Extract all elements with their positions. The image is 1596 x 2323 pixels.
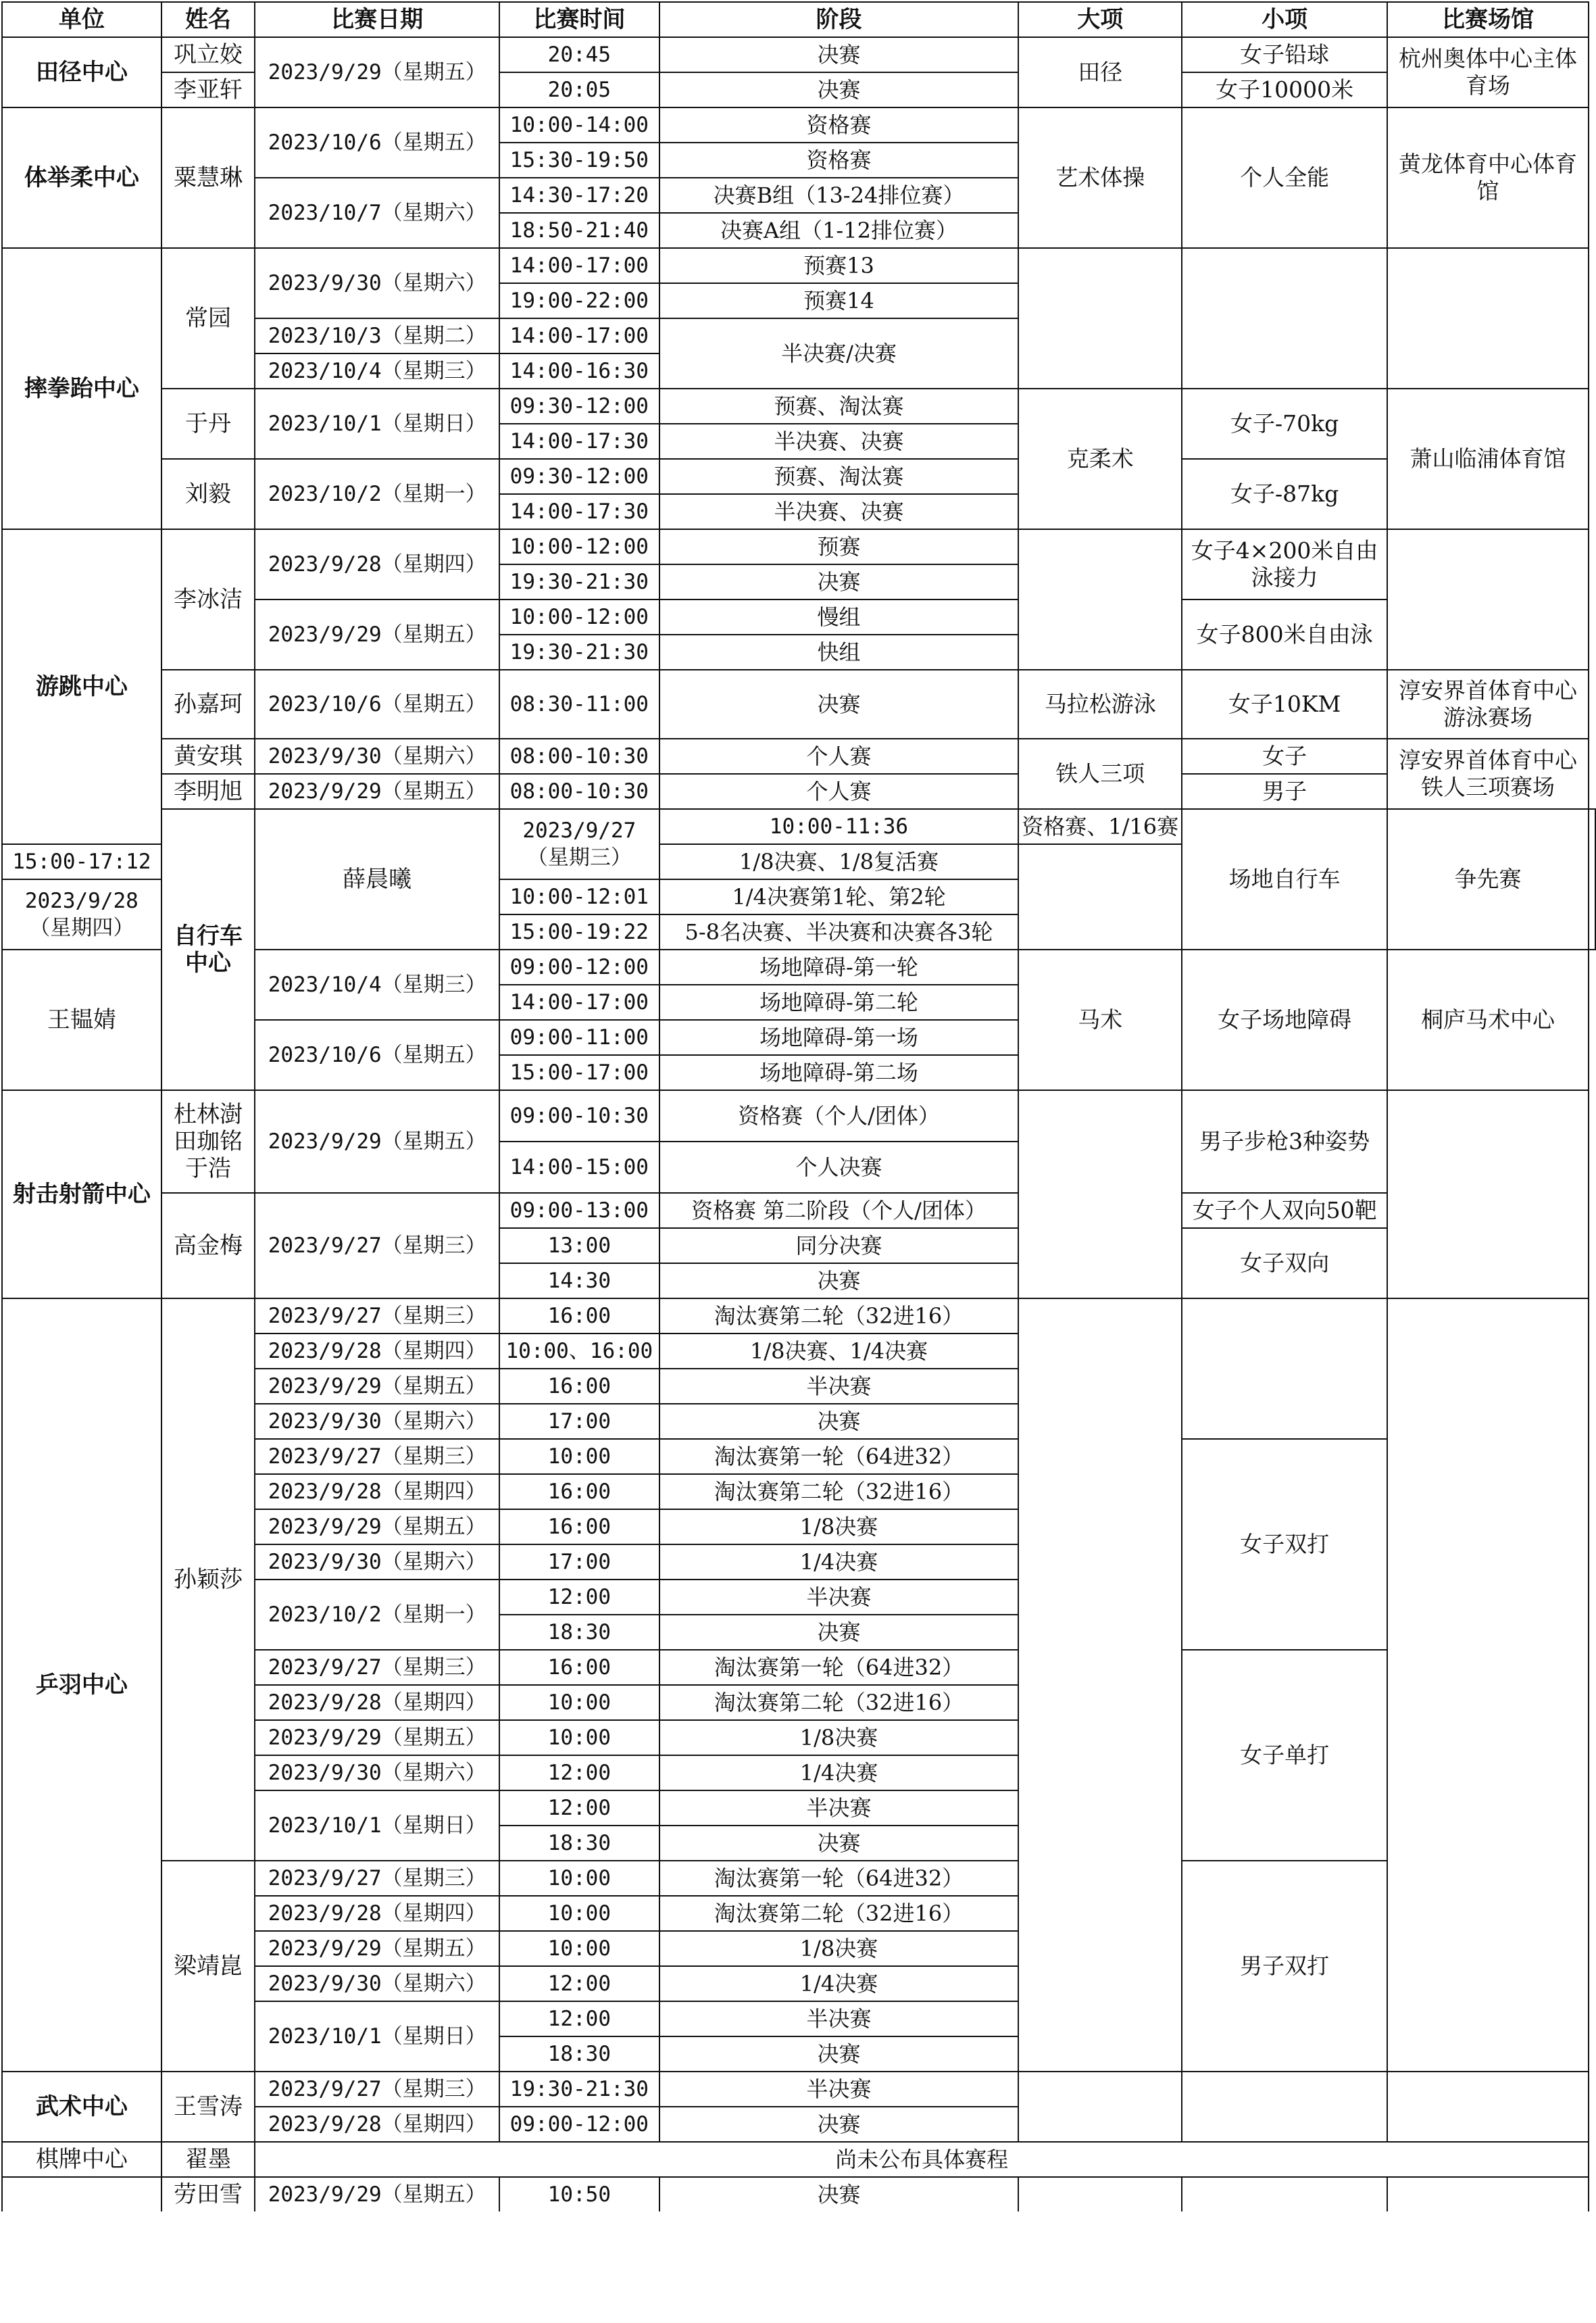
stage-cell: 预赛14 xyxy=(659,283,1019,318)
time-cell: 16:00 xyxy=(499,1369,659,1404)
time-cell: 10:00 xyxy=(499,1931,659,1966)
event-cell: 马拉松游泳 xyxy=(1018,670,1182,739)
date-cell: 2023/10/6（星期五） xyxy=(255,107,499,178)
header-event: 大项 xyxy=(1018,2,1182,37)
stage-cell: 预赛、淘汰赛 xyxy=(659,389,1019,424)
unit-cell: 田径中心 xyxy=(2,37,161,107)
time-cell: 12:00 xyxy=(499,1755,659,1790)
unit-cell xyxy=(2,2177,161,2211)
stage-cell: 场地障碍-第一场 xyxy=(659,1020,1019,1055)
unit-cell: 射击射箭中心 xyxy=(2,1090,161,1298)
date-cell: 2023/10/6（星期五） xyxy=(255,1020,499,1090)
date-cell: 2023/10/2（星期一） xyxy=(255,459,499,529)
stage-cell: 快组 xyxy=(659,635,1019,670)
date-cell: 2023/9/28（星期四） xyxy=(255,1474,499,1509)
athlete-name: 劳田雪 xyxy=(161,2177,255,2211)
stage-cell: 决赛 xyxy=(659,670,1019,739)
table-row xyxy=(2,1090,1595,1142)
time-cell: 09:00-11:00 xyxy=(499,1020,659,1055)
venue-cell: 杭州奥体中心主体育场 xyxy=(1387,37,1589,107)
stage-cell: 1/4决赛 xyxy=(659,1544,1019,1580)
time-cell: 14:00-17:30 xyxy=(499,424,659,459)
date-cell: 2023/10/2（星期一） xyxy=(255,1580,499,1650)
stage-cell: 决赛 xyxy=(659,1826,1019,1861)
stage-cell: 决赛B组（13-24排位赛） xyxy=(659,178,1019,213)
unit-cell: 乒羽中心 xyxy=(2,1298,161,2072)
date-cell: 2023/9/29（星期五） xyxy=(255,2177,499,2211)
date-cell: 2023/9/27（星期三） xyxy=(255,1861,499,1896)
time-cell: 16:00 xyxy=(499,1509,659,1544)
stage-cell: 资格赛 第二阶段（个人/团体） xyxy=(659,1193,1019,1228)
table-row xyxy=(2,459,1595,494)
event-cell xyxy=(1018,248,1182,389)
event-cell: 铁人三项 xyxy=(1018,739,1182,809)
date-cell: 2023/9/30（星期六） xyxy=(255,739,499,774)
venue-cell xyxy=(1387,1090,1589,1298)
stage-cell: 资格赛 xyxy=(659,143,1019,178)
date-cell: 2023/9/30（星期六） xyxy=(255,1404,499,1439)
athlete-name: 杜林澍 田珈铭 于浩 xyxy=(161,1090,255,1193)
time-cell: 09:00-12:00 xyxy=(499,950,659,985)
table-row xyxy=(2,389,1595,424)
time-cell: 13:00 xyxy=(499,1228,659,1263)
time-cell: 14:00-16:30 xyxy=(499,353,659,389)
date-cell: 2023/9/27（星期三） xyxy=(255,1650,499,1685)
venue-cell xyxy=(1387,2177,1589,2211)
time-cell: 12:00 xyxy=(499,1790,659,1826)
table-row xyxy=(2,248,1595,283)
stage-cell: 资格赛 xyxy=(659,107,1019,143)
subevent-cell: 女子铅球 xyxy=(1182,37,1387,72)
stage-cell: 淘汰赛第一轮（64进32） xyxy=(659,1439,1019,1474)
stage-cell: 1/8决赛 xyxy=(659,1509,1019,1544)
header-name: 姓名 xyxy=(161,2,255,37)
table-row xyxy=(2,739,1595,774)
time-cell: 10:00-12:00 xyxy=(499,529,659,564)
time-cell: 10:00、16:00 xyxy=(499,1334,659,1369)
stage-cell: 1/4决赛 xyxy=(659,1966,1019,2001)
date-cell: 2023/9/27（星期三） xyxy=(255,1193,499,1298)
stage-cell: 个人赛 xyxy=(659,739,1019,774)
stage-cell: 决赛A组（1-12排位赛） xyxy=(659,213,1019,248)
date-cell: 2023/10/1（星期日） xyxy=(255,2001,499,2072)
time-cell: 19:30-21:30 xyxy=(499,635,659,670)
time-cell: 09:00-12:00 xyxy=(499,2107,659,2142)
time-cell: 10:00 xyxy=(499,1685,659,1720)
unit-cell: 摔拳跆中心 xyxy=(2,248,161,529)
date-cell: 2023/9/30（星期六） xyxy=(255,248,499,318)
time-cell: 17:00 xyxy=(499,1544,659,1580)
athlete-name: 常园 xyxy=(161,248,255,389)
athlete-name: 薛晨曦 xyxy=(255,809,499,950)
athlete-name: 王雪涛 xyxy=(161,2072,255,2142)
date-cell: 2023/10/1（星期日） xyxy=(255,389,499,459)
event-cell xyxy=(1018,1090,1182,1298)
stage-cell: 1/8决赛 xyxy=(659,1720,1019,1755)
athlete-name: 高金梅 xyxy=(161,1193,255,1298)
time-cell: 15:00-19:22 xyxy=(499,914,659,950)
date-cell: 2023/9/30（星期六） xyxy=(255,1966,499,2001)
date-cell: 2023/9/28（星期四） xyxy=(255,2107,499,2142)
table-row xyxy=(2,774,1595,809)
date-cell: 2023/9/28（星期四） xyxy=(255,529,499,600)
stage-cell: 半决赛 xyxy=(659,1790,1019,1826)
date-cell: 2023/9/29（星期五） xyxy=(255,1720,499,1755)
time-cell: 15:30-19:50 xyxy=(499,143,659,178)
date-cell: 2023/9/29（星期五） xyxy=(255,774,499,809)
time-cell: 10:50 xyxy=(499,2177,659,2211)
stage-cell: 个人赛 xyxy=(659,774,1019,809)
date-cell: 2023/9/27（星期三） xyxy=(255,1439,499,1474)
stage-cell: 决赛 xyxy=(659,37,1019,72)
header-stage: 阶段 xyxy=(659,2,1019,37)
subevent-cell: 女子 xyxy=(1182,739,1387,774)
date-cell: 2023/9/29（星期五） xyxy=(255,600,499,670)
unit-cell: 棋牌中心 xyxy=(2,2142,161,2177)
athlete-name: 李冰洁 xyxy=(161,529,255,670)
date-cell: 2023/10/7（星期六） xyxy=(255,178,499,248)
venue-cell xyxy=(1387,529,1589,670)
time-cell: 16:00 xyxy=(499,1650,659,1685)
stage-cell: 半决赛 xyxy=(659,2001,1019,2036)
athlete-name: 翟墨 xyxy=(161,2142,255,2177)
table-row xyxy=(2,1298,1595,1334)
event-cell: 克柔术 xyxy=(1018,389,1182,529)
time-cell: 14:00-17:00 xyxy=(499,318,659,353)
header-unit: 单位 xyxy=(2,2,161,37)
unit-cell: 武术中心 xyxy=(2,2072,161,2142)
stage-cell: 淘汰赛第二轮（32进16） xyxy=(659,1298,1019,1334)
event-cell: 场地自行车 xyxy=(1182,809,1387,950)
header-date: 比赛日期 xyxy=(255,2,499,37)
time-cell: 16:00 xyxy=(499,1298,659,1334)
table-row xyxy=(2,37,1595,72)
date-cell: 2023/10/4（星期三） xyxy=(255,353,499,389)
time-cell: 19:00-22:00 xyxy=(499,283,659,318)
time-cell: 10:00-12:01 xyxy=(499,879,659,914)
subevent-cell: 个人全能 xyxy=(1182,107,1387,248)
subevent-cell: 女子4×200米自由泳接力 xyxy=(1182,529,1387,600)
header-venue: 比赛场馆 xyxy=(1387,2,1589,37)
stage-cell: 半决赛、决赛 xyxy=(659,494,1019,529)
stage-cell: 淘汰赛第二轮（32进16） xyxy=(659,1896,1019,1931)
event-cell: 艺术体操 xyxy=(1018,107,1182,248)
stage-cell: 淘汰赛第一轮（64进32） xyxy=(659,1861,1019,1896)
stage-cell: 1/8决赛、1/4决赛 xyxy=(659,1334,1019,1369)
stage-cell: 淘汰赛第二轮（32进16） xyxy=(659,1474,1019,1509)
subevent-cell: 女子10000米 xyxy=(1182,72,1387,107)
date-cell: 2023/9/27（星期三） xyxy=(255,1298,499,1334)
table-row xyxy=(2,529,1595,564)
venue-cell: 萧山临浦体育馆 xyxy=(1387,389,1589,529)
date-cell: 2023/10/1（星期日） xyxy=(255,1790,499,1861)
time-cell: 10:00-11:36 xyxy=(659,809,1019,844)
time-cell: 09:00-10:30 xyxy=(499,1090,659,1142)
time-cell: 10:00-12:00 xyxy=(499,600,659,635)
event-cell xyxy=(1018,2177,1182,2211)
time-cell: 14:00-17:00 xyxy=(499,248,659,283)
table-row xyxy=(2,670,1595,739)
time-cell: 09:30-12:00 xyxy=(499,389,659,424)
stage-cell: 场地障碍-第一轮 xyxy=(659,950,1019,985)
time-cell: 12:00 xyxy=(499,1966,659,2001)
athlete-name: 王韫婧 xyxy=(2,950,161,1090)
table-row xyxy=(2,2142,1595,2177)
stage-cell: 1/8决赛、1/8复活赛 xyxy=(659,844,1019,879)
time-cell: 18:30 xyxy=(499,2036,659,2072)
date-cell: 2023/9/28（星期四） xyxy=(255,1896,499,1931)
table-row xyxy=(2,72,1595,107)
time-cell: 10:00 xyxy=(499,1720,659,1755)
event-cell xyxy=(1018,529,1182,670)
table-row xyxy=(2,2177,1595,2211)
athlete-name: 孙嘉珂 xyxy=(161,670,255,739)
header-row xyxy=(2,2,1595,37)
stage-cell: 决赛 xyxy=(659,1263,1019,1298)
stage-cell: 决赛 xyxy=(659,72,1019,107)
date-cell: 2023/9/28（星期四） xyxy=(255,1685,499,1720)
time-cell: 14:00-17:30 xyxy=(499,494,659,529)
stage-cell: 1/4决赛第1轮、第2轮 xyxy=(659,879,1019,914)
stage-cell: 资格赛、1/16赛 xyxy=(1018,809,1182,844)
stage-cell: 半决赛 xyxy=(659,1369,1019,1404)
subevent-cell: 男子步枪3种姿势 xyxy=(1182,1090,1387,1193)
date-cell: 2023/10/4（星期三） xyxy=(255,950,499,1020)
subevent-cell: 女子单打 xyxy=(1182,1650,1387,1861)
table-row xyxy=(2,1861,1595,1896)
date-cell: 2023/9/29（星期五） xyxy=(255,1090,499,1193)
date-cell: 2023/9/29（星期五） xyxy=(255,37,499,107)
time-cell: 14:00-15:00 xyxy=(499,1142,659,1193)
subevent-cell: 女子-70kg xyxy=(1182,389,1387,459)
athlete-name: 李明旭 xyxy=(161,774,255,809)
time-cell: 09:30-12:00 xyxy=(499,459,659,494)
time-cell: 10:00 xyxy=(499,1439,659,1474)
table-row xyxy=(2,2072,1595,2107)
date-cell: 2023/9/27（星期三） xyxy=(499,809,659,879)
stage-cell: 决赛 xyxy=(659,2177,1019,2211)
subevent-cell: 女子10KM xyxy=(1182,670,1387,739)
subevent-cell xyxy=(1182,1298,1387,1439)
venue-cell xyxy=(1387,1298,1589,2072)
stage-cell: 半决赛 xyxy=(659,2072,1019,2107)
subevent-cell: 争先赛 xyxy=(1387,809,1589,950)
time-cell: 19:30-21:30 xyxy=(499,564,659,600)
athlete-name: 粟慧琳 xyxy=(161,107,255,248)
table-row xyxy=(2,1193,1595,1228)
date-cell: 2023/9/29（星期五） xyxy=(255,1931,499,1966)
time-cell: 09:00-13:00 xyxy=(499,1193,659,1228)
athlete-name: 梁靖崑 xyxy=(161,1861,255,2072)
schedule-note: 尚未公布具体赛程 xyxy=(255,2142,1589,2177)
stage-cell: 半决赛、决赛 xyxy=(659,424,1019,459)
stage-cell: 个人决赛 xyxy=(659,1142,1019,1193)
athlete-name: 于丹 xyxy=(161,389,255,459)
venue-cell: 黄龙体育中心体育馆 xyxy=(1387,107,1589,248)
date-cell: 2023/9/30（星期六） xyxy=(255,1544,499,1580)
stage-cell: 半决赛/决赛 xyxy=(659,318,1019,389)
time-cell: 12:00 xyxy=(499,1580,659,1615)
venue-cell: 淳安界首体育中心游泳赛场 xyxy=(1387,670,1589,739)
subevent-cell: 女子个人双向50靶 xyxy=(1182,1193,1387,1228)
unit-cell: 自行车中心 xyxy=(161,809,255,1090)
venue-cell: 淳安界首体育中心铁人三项赛场 xyxy=(1387,739,1589,809)
time-cell: 18:30 xyxy=(499,1826,659,1861)
stage-cell: 淘汰赛第一轮（64进32） xyxy=(659,1650,1019,1685)
stage-cell: 决赛 xyxy=(659,2107,1019,2142)
athlete-name: 李亚轩 xyxy=(161,72,255,107)
stage-cell: 1/8决赛 xyxy=(659,1931,1019,1966)
time-cell: 14:30-17:20 xyxy=(499,178,659,213)
stage-cell: 半决赛 xyxy=(659,1580,1019,1615)
table-row xyxy=(2,107,1595,143)
time-cell: 10:00 xyxy=(499,1861,659,1896)
venue-cell xyxy=(1387,248,1589,389)
event-cell xyxy=(1018,1298,1182,2072)
subevent-cell: 女子800米自由泳 xyxy=(1182,600,1387,670)
time-cell: 14:30 xyxy=(499,1263,659,1298)
time-cell: 14:00-17:00 xyxy=(499,985,659,1020)
time-cell: 10:00 xyxy=(499,1896,659,1931)
time-cell: 17:00 xyxy=(499,1404,659,1439)
stage-cell: 5-8名决赛、半决赛和决赛各3轮 xyxy=(659,914,1019,950)
time-cell: 08:00-10:30 xyxy=(499,774,659,809)
athlete-name: 刘毅 xyxy=(161,459,255,529)
stage-cell: 资格赛（个人/团体） xyxy=(659,1090,1019,1142)
unit-cell: 游跳中心 xyxy=(2,529,161,844)
time-cell: 18:50-21:40 xyxy=(499,213,659,248)
stage-cell: 预赛13 xyxy=(659,248,1019,283)
table-row xyxy=(2,809,1595,844)
subevent-cell: 男子双打 xyxy=(1182,1861,1387,2072)
time-cell: 18:30 xyxy=(499,1615,659,1650)
stage-cell: 决赛 xyxy=(659,564,1019,600)
subevent-cell: 女子双向 xyxy=(1182,1228,1387,1298)
subevent-cell: 男子 xyxy=(1182,774,1387,809)
stage-cell: 预赛 xyxy=(659,529,1019,564)
subevent-cell xyxy=(1182,2072,1387,2142)
time-cell: 12:00 xyxy=(499,2001,659,2036)
date-cell: 2023/9/28（星期四） xyxy=(255,1334,499,1369)
date-cell: 2023/10/6（星期五） xyxy=(255,670,499,739)
time-cell: 08:30-11:00 xyxy=(499,670,659,739)
date-cell: 2023/9/29（星期五） xyxy=(255,1369,499,1404)
athlete-name: 孙颖莎 xyxy=(161,1298,255,1861)
stage-cell: 1/4决赛 xyxy=(659,1755,1019,1790)
subevent-cell: 女子-87kg xyxy=(1182,459,1387,529)
venue-cell: 桐庐马术中心 xyxy=(1387,950,1589,1090)
athlete-name: 黄安琪 xyxy=(161,739,255,774)
date-cell: 2023/9/27（星期三） xyxy=(255,2072,499,2107)
subevent-cell: 女子场地障碍 xyxy=(1182,950,1387,1090)
time-cell: 15:00-17:12 xyxy=(2,844,161,879)
time-cell: 20:45 xyxy=(499,37,659,72)
stage-cell: 淘汰赛第二轮（32进16） xyxy=(659,1685,1019,1720)
event-cell: 田径 xyxy=(1018,37,1182,107)
event-cell xyxy=(1018,2072,1182,2142)
subevent-cell xyxy=(1182,248,1387,389)
stage-cell: 慢组 xyxy=(659,600,1019,635)
stage-cell: 预赛、淘汰赛 xyxy=(659,459,1019,494)
stage-cell: 决赛 xyxy=(659,1404,1019,1439)
stage-cell: 场地障碍-第二场 xyxy=(659,1055,1019,1090)
subevent-cell xyxy=(1182,2177,1387,2211)
subevent-cell: 女子双打 xyxy=(1182,1439,1387,1650)
unit-cell: 体举柔中心 xyxy=(2,107,161,248)
header-time: 比赛时间 xyxy=(499,2,659,37)
time-cell: 10:00-14:00 xyxy=(499,107,659,143)
time-cell: 08:00-10:30 xyxy=(499,739,659,774)
venue-cell xyxy=(1589,809,1595,950)
date-cell: 2023/9/29（星期五） xyxy=(255,1509,499,1544)
date-cell: 2023/10/3（星期二） xyxy=(255,318,499,353)
time-cell: 16:00 xyxy=(499,1474,659,1509)
header-subevent: 小项 xyxy=(1182,2,1387,37)
time-cell: 19:30-21:30 xyxy=(499,2072,659,2107)
event-cell: 马术 xyxy=(1018,950,1182,1090)
time-cell: 15:00-17:00 xyxy=(499,1055,659,1090)
stage-cell: 决赛 xyxy=(659,1615,1019,1650)
athlete-name: 巩立姣 xyxy=(161,37,255,72)
date-cell: 2023/9/30（星期六） xyxy=(255,1755,499,1790)
stage-cell: 同分决赛 xyxy=(659,1228,1019,1263)
date-cell: 2023/9/28（星期四） xyxy=(2,879,161,950)
stage-cell: 决赛 xyxy=(659,2036,1019,2072)
schedule-table xyxy=(1,1,1596,2211)
time-cell: 20:05 xyxy=(499,72,659,107)
venue-cell xyxy=(1387,2072,1589,2142)
stage-cell: 场地障碍-第二轮 xyxy=(659,985,1019,1020)
